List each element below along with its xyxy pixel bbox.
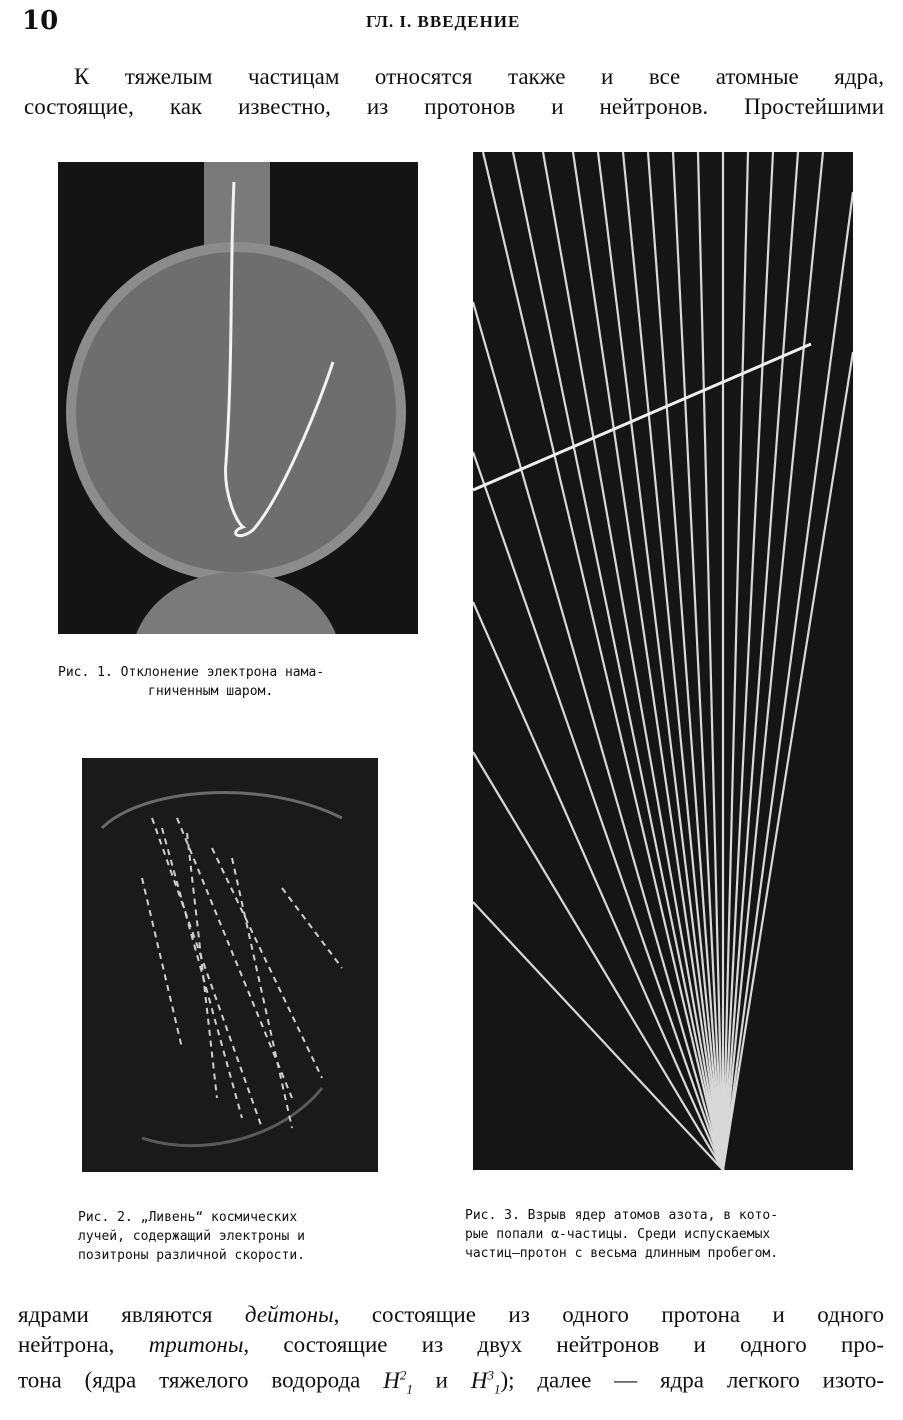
text-run: , состоящие из одного протона и одного bbox=[333, 1302, 885, 1327]
text-run: тона (ядра тяжелого водорода bbox=[18, 1367, 384, 1393]
text-line bbox=[18, 1360, 884, 1404]
caption-line: Рис. 1. Отклонение электрона нама- bbox=[58, 665, 325, 680]
caption-line: позитроны различной скорости. bbox=[78, 1248, 305, 1263]
text-line bbox=[18, 1300, 884, 1330]
text-run: ); далее — ядра легкого изото- bbox=[500, 1367, 884, 1393]
figure-1-image bbox=[58, 162, 418, 634]
text-line: К тяжелым частицам относятся также и все атомные ядра, bbox=[74, 64, 884, 89]
formula-h2 bbox=[383, 1367, 413, 1397]
caption-line: рые попали α-частицы. Среди испускаемых bbox=[465, 1227, 771, 1242]
figure-3-photo bbox=[473, 152, 853, 1170]
charge-number: 1 bbox=[493, 1381, 501, 1397]
text-run: нейтрона, bbox=[18, 1332, 149, 1357]
figure-3-caption bbox=[465, 1206, 857, 1263]
paragraph-bottom bbox=[18, 1300, 884, 1404]
figure-1-caption bbox=[58, 663, 398, 701]
caption-line: гниченным шаром. bbox=[148, 684, 274, 699]
figure-1-photo bbox=[58, 162, 418, 634]
charge-number: 1 bbox=[406, 1381, 413, 1397]
symbol: H bbox=[470, 1367, 488, 1393]
page-number: 10 bbox=[22, 6, 59, 36]
text-line bbox=[18, 1330, 884, 1360]
caption-line: частиц—протон с весьма длинным пробегом. bbox=[465, 1246, 779, 1261]
term-deuterons: дейтоны bbox=[244, 1302, 334, 1327]
text-run: , состоящие из двух нейтронов и одного про- bbox=[243, 1332, 884, 1357]
figure-2-image bbox=[82, 758, 378, 1172]
text-run: ядрами являются bbox=[18, 1302, 245, 1327]
text-run: и bbox=[412, 1367, 471, 1393]
running-title: ГЛ. I. ВВЕДЕНИЕ bbox=[366, 12, 521, 31]
caption-line: Рис. 2. „Ливень“ космических bbox=[78, 1210, 298, 1225]
figure-3-image bbox=[473, 152, 853, 1170]
mass-number: 2 bbox=[399, 1367, 407, 1382]
caption-line: лучей, содержащий электроны и bbox=[78, 1229, 305, 1244]
paragraph-top bbox=[24, 62, 884, 122]
caption-line: Рис. 3. Взрыв ядер атомов азота, в кото- bbox=[465, 1208, 779, 1223]
mass-number: 3 bbox=[487, 1367, 494, 1382]
figure-2-caption bbox=[78, 1208, 378, 1265]
symbol: H bbox=[383, 1367, 400, 1393]
text-line: состоящие, как известно, из протонов и нейтронов. Простейшими bbox=[24, 94, 884, 119]
formula-h3 bbox=[470, 1367, 501, 1397]
term-tritons: тритоны bbox=[148, 1332, 244, 1357]
figure-2-photo bbox=[82, 758, 378, 1172]
